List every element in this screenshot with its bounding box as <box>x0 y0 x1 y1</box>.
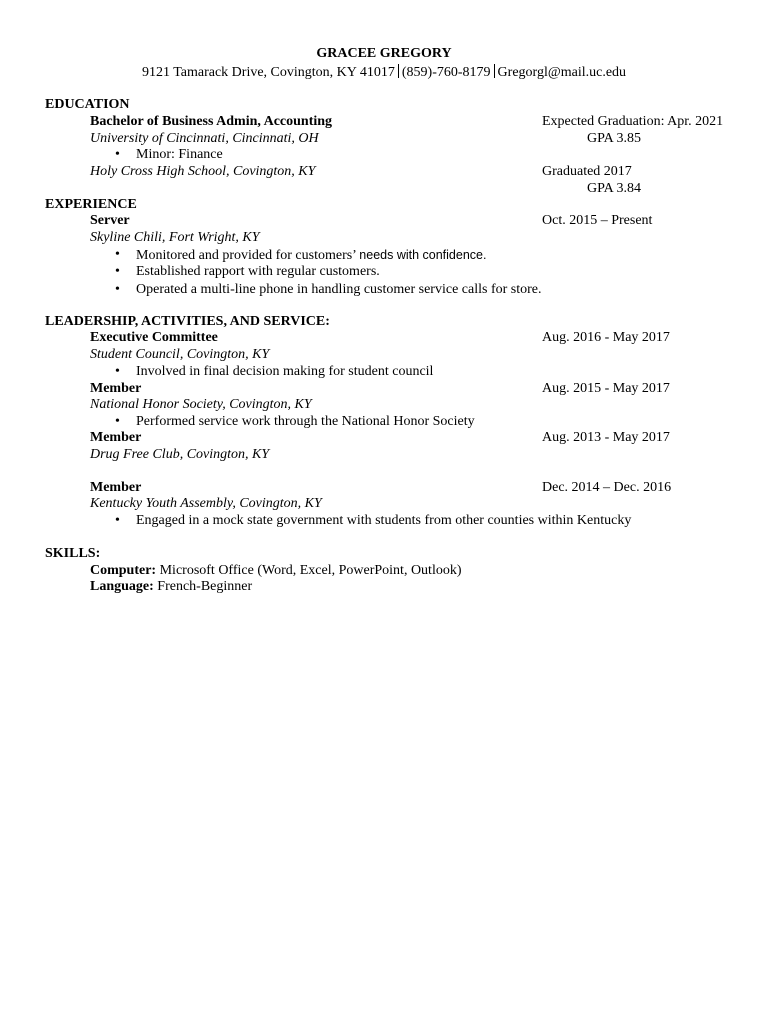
separator <box>398 64 399 78</box>
role-date: Aug. 2015 - May 2017 <box>542 381 670 396</box>
job-bullet-part: Monitored and provided for customers’ <box>136 248 360 263</box>
separator <box>494 64 495 78</box>
skill-language <box>90 579 252 595</box>
job-bullet-text <box>136 247 486 264</box>
bullet-icon: • <box>115 264 120 279</box>
bullet-icon: • <box>115 513 120 528</box>
experience-heading: EXPERIENCE <box>45 197 137 212</box>
job-bullet-text: Established rapport with regular customers. <box>136 264 380 279</box>
phone-text: (859)-760-8179 <box>401 65 491 80</box>
education-heading: EDUCATION <box>45 97 130 112</box>
job-date: Oct. 2015 – Present <box>542 213 653 228</box>
role-title: Member <box>90 381 142 396</box>
skill-value: Microsoft Office (Word, Excel, PowerPoint, Outlook) <box>156 563 462 578</box>
skill-value: French-Beginner <box>153 579 253 594</box>
address-text: 9121 Tamarack Drive, Covington, KY 41017 <box>141 65 395 80</box>
skill-label: Computer: <box>90 563 157 578</box>
bullet-icon: • <box>115 414 120 429</box>
bullet-icon: • <box>115 247 120 262</box>
resume-name: GRACEE GREGORY <box>316 46 452 61</box>
role-date: Aug. 2013 - May 2017 <box>542 430 670 445</box>
role-org: Drug Free Club, Covington, KY <box>90 447 270 462</box>
skills-heading: SKILLS: <box>45 546 101 561</box>
role-bullet-text: Involved in final decision making for student council <box>136 364 434 379</box>
role-title: Executive Committee <box>90 330 218 345</box>
high-school-name: Holy Cross High School, Covington, KY <box>90 164 316 179</box>
email-text: Gregorgl@mail.uc.edu <box>497 65 627 80</box>
role-title: Member <box>90 430 142 445</box>
role-bullet-text: Performed service work through the National Honor Society <box>136 414 475 429</box>
role-org: National Honor Society, Covington, KY <box>90 397 312 412</box>
role-date: Aug. 2016 - May 2017 <box>542 330 670 345</box>
skill-computer <box>90 563 462 579</box>
role-date: Dec. 2014 – Dec. 2016 <box>542 480 672 495</box>
contact-line <box>0 64 768 81</box>
role-org: Student Council, Covington, KY <box>90 347 270 362</box>
leadership-heading: LEADERSHIP, ACTIVITIES, AND SERVICE: <box>45 314 330 329</box>
degree-title: Bachelor of Business Admin, Accounting <box>90 114 333 129</box>
bullet-icon: • <box>115 147 120 162</box>
university-gpa: GPA 3.85 <box>587 131 641 146</box>
role-bullet-text: Engaged in a mock state government with students from other counties within Kentucky <box>136 513 632 528</box>
university-name: University of Cincinnati, Cincinnati, OH <box>90 131 319 146</box>
job-bullet-part: needs with confidence. <box>359 248 487 262</box>
high-school-date: Graduated 2017 <box>542 164 632 179</box>
job-bullet-text: Operated a multi-line phone in handling customer service calls for store. <box>136 282 542 297</box>
minor-text: Minor: Finance <box>136 147 223 162</box>
skill-label: Language: <box>90 579 154 594</box>
employer-name: Skyline Chili, Fort Wright, KY <box>90 230 260 245</box>
degree-date: Expected Graduation: Apr. 2021 <box>542 114 724 129</box>
role-org: Kentucky Youth Assembly, Covington, KY <box>90 496 322 511</box>
bullet-icon: • <box>115 364 120 379</box>
high-school-gpa: GPA 3.84 <box>587 181 641 196</box>
job-title: Server <box>90 213 130 228</box>
role-title: Member <box>90 480 142 495</box>
bullet-icon: • <box>115 282 120 297</box>
